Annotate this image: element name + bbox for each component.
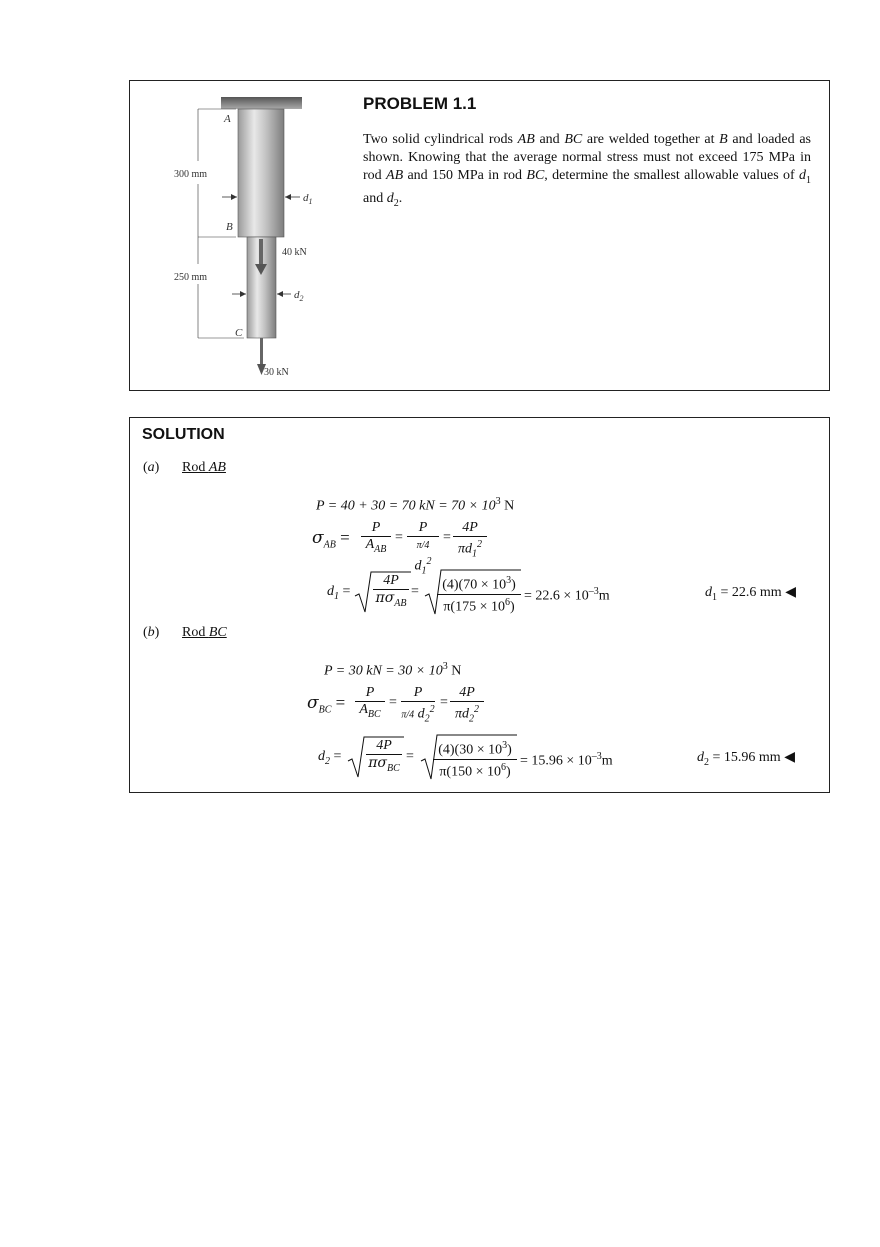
d1-lhs: $d_1$ =: [327, 584, 351, 602]
solution-title: SOLUTION: [142, 426, 225, 443]
sigma-ab: $\sigma_{AB}$ =: [312, 528, 350, 551]
frac-p-over-area-b: $\frac{P}{\pi/4 d_2^2}$: [401, 685, 435, 727]
frac-4p-over-pid-b: $\frac{4P}{\pi d_2^2}$: [450, 685, 484, 727]
point-c-label: C: [235, 327, 243, 339]
answer-marker-icon: ◀: [785, 584, 796, 600]
solution-box: SOLUTION (a) Rod AB P = 40 + 30 = 70 kN = $70 \times 10^3$ N $\sigma_{AB}$ = P $A_{AB}$ = $\frac{P}{\pi/4 d_1^2}$ = $\frac{4P}{\pi d_1^2}$ $d_1$ = 4P $\pi\sigma_{AB}$ = $\frac{(4)(70 \times 10^3)}{\pi(175 \times 10^6)}$ = $22.6 \times 10^{-3}m$ $d_1 = 22.6$ mm ◀ (b) Rod BC P = 30 kN = $30 \times 10^3$ N $\sigma_{BC}$ = P $A_{BC}$ = $\frac{P}{\pi/4 d_2^2}$ = $\frac{4P}{\pi d_2^2}$ $d_2$ = 4P $\pi\sigma_{BC}$ = $\frac{(4)(30 \times 10^3)}{\pi(150 \times 10^6)}$ = $15.96 \times 10^{-3}m$ $d_2 = 15.96$ mm ◀: [129, 417, 830, 793]
sigma-bc: $\sigma_{BC}$ =: [307, 693, 346, 716]
dim-ab-label: 300 mm: [174, 169, 208, 180]
d2-lhs: $d_2$ =: [318, 749, 342, 767]
d2-label: $d_2$: [294, 289, 304, 303]
sqrt-a1-frac: 4P $\pi\sigma_{AB}$: [373, 573, 409, 612]
part-a-label: (a): [143, 460, 160, 475]
sqrt-a2-frac: $\frac{(4)(70 \times 10^3)}{\pi(175 \times 10^6)}$: [437, 573, 521, 615]
point-a-label: A: [224, 113, 231, 125]
part-b-label: (b): [143, 625, 160, 640]
part-a-heading: Rod AB: [182, 460, 226, 475]
frac-4p-over-pid: $\frac{4P}{\pi d_1^2}$: [453, 520, 487, 562]
problem-title: PROBLEM 1.1: [363, 94, 477, 113]
d2-result: = $15.96 \times 10^{-3}m$: [520, 751, 613, 769]
d1-label: $d_1$: [303, 192, 313, 206]
problem-box: [129, 80, 830, 391]
dim-bc-label: 250 mm: [174, 272, 208, 283]
rod-figure: [160, 84, 360, 389]
load-30kn-label: 30 kN: [264, 367, 289, 378]
sqrt-b1-frac: 4P $\pi\sigma_{BC}$: [366, 738, 402, 777]
rod-ab: [238, 109, 284, 237]
frac-p-over-abc: P $A_{BC}$: [355, 685, 385, 723]
load-40kn-label: 40 kN: [282, 247, 307, 258]
part-b-heading: Rod BC: [182, 625, 227, 640]
support-ceiling: [221, 97, 302, 109]
sqrt-b2-frac: $\frac{(4)(30 \times 10^3)}{\pi(150 \times 10^6)}$: [433, 738, 517, 780]
problem-statement: Two solid cylindrical rods AB and BC are welded together at B and loaded as shown. Knowing that the average normal stress must not exceed 175 MPa in rod AB and 150 MPa in rod BC, determine the smallest allowable values of $d_1$ and $d_2$.: [363, 132, 812, 209]
d1-answer: $d_1 = 22.6$ mm ◀: [705, 584, 796, 603]
frac-p-over-area: $\frac{P}{\pi/4 d_1^2}$: [407, 520, 439, 579]
answer-marker-icon: ◀: [784, 749, 795, 765]
part-a-eq-load: P = 40 + 30 = 70 kN = $70 \times 10^3$ N: [316, 496, 515, 514]
d1-result: = $22.6 \times 10^{-3}m$: [524, 586, 610, 604]
frac-p-over-aab: P $A_{AB}$: [361, 520, 391, 558]
d2-answer: $d_2 = 15.96$ mm ◀: [697, 749, 795, 768]
point-b-label: B: [226, 221, 233, 233]
part-b-eq-load: P = 30 kN = $30 \times 10^3$ N: [324, 661, 462, 679]
